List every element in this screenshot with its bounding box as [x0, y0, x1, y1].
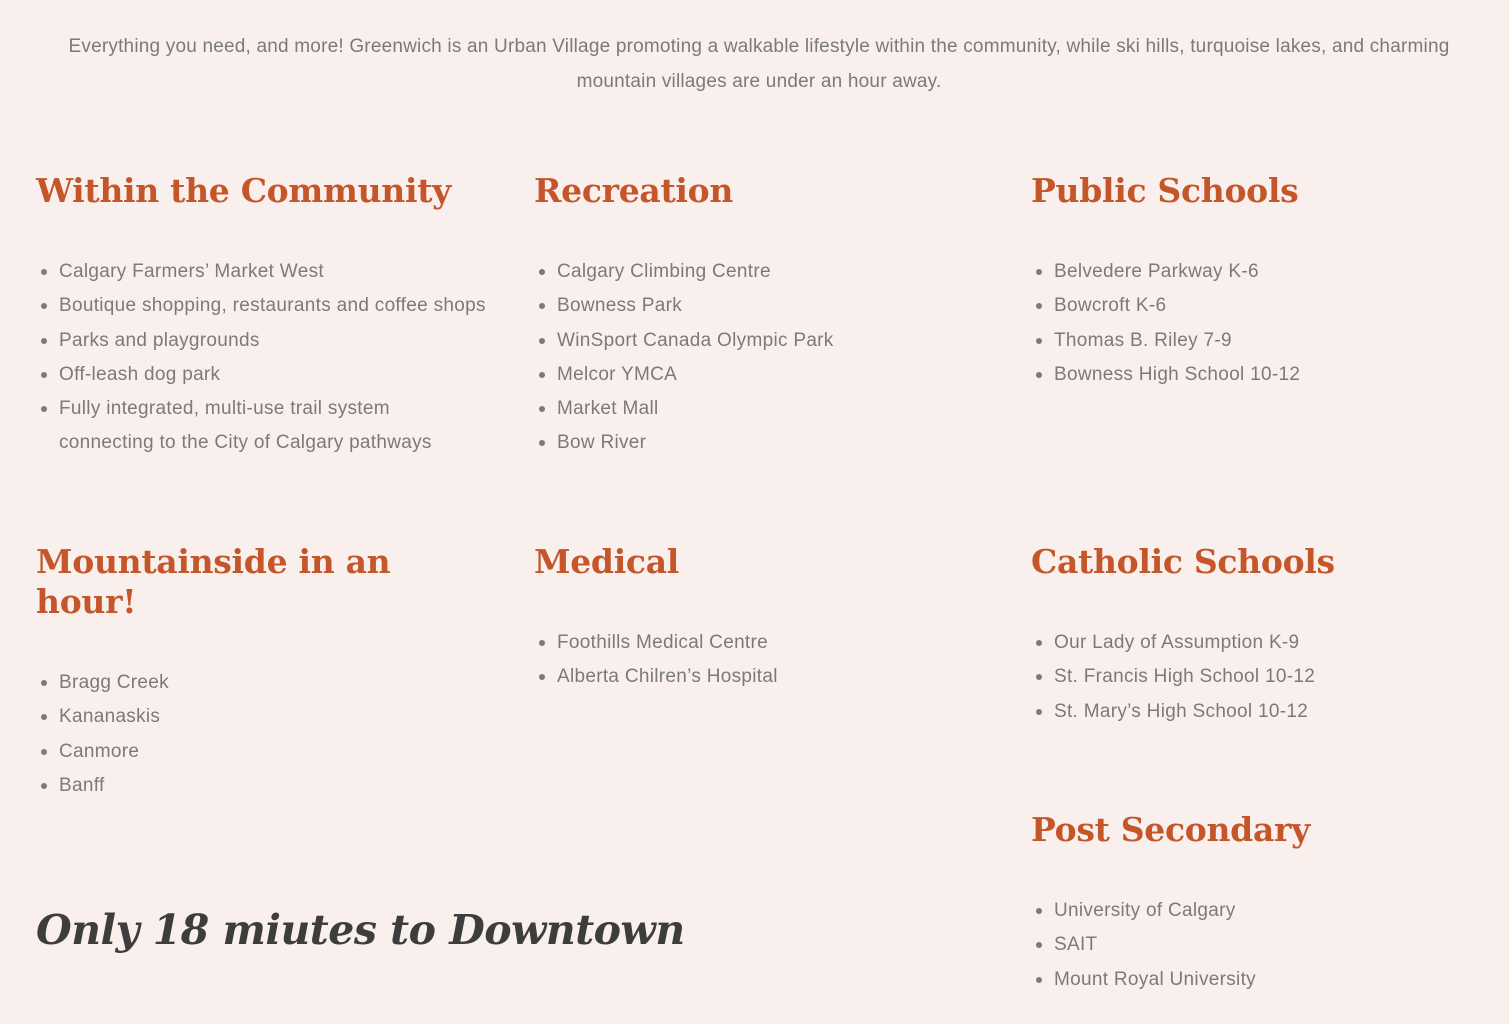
amenity-list	[36, 255, 486, 461]
list-item: Market Mall	[534, 392, 984, 426]
section-title: Catholic Schools	[1031, 542, 1335, 581]
intro-paragraph: Everything you need, and more! Greenwich is an Urban Village promoting a walkable lifestyle within the community, while ski hills, turquoise lakes, and charming mountain villages are under an hour away.	[68, 36, 1450, 92]
section-title: Medical	[534, 542, 680, 581]
list-item: Mount Royal University	[1031, 963, 1481, 997]
section-medical	[534, 542, 984, 695]
list-item: Kananaskis	[36, 700, 486, 734]
list-item: St. Francis High School 10-12	[1031, 660, 1481, 694]
list-item: Calgary Climbing Centre	[534, 255, 984, 289]
list-item: University of Calgary	[1031, 894, 1481, 928]
list-item: St. Mary’s High School 10-12	[1031, 695, 1481, 729]
list-item: Banff	[36, 769, 486, 803]
section-within-community	[36, 171, 486, 461]
list-item: Melcor YMCA	[534, 358, 984, 392]
section-title: Within the Community	[36, 171, 452, 210]
list-item: Bowness High School 10-12	[1031, 358, 1481, 392]
list-item: Parks and playgrounds	[36, 324, 486, 358]
list-item: Bowcroft K-6	[1031, 289, 1481, 323]
section-recreation	[534, 171, 984, 461]
amenity-list	[1031, 626, 1481, 729]
amenity-list	[1031, 894, 1481, 997]
list-item: Alberta Chilren’s Hospital	[534, 660, 984, 694]
list-item: Our Lady of Assumption K-9	[1031, 626, 1481, 660]
list-item: Boutique shopping, restaurants and coffee shops	[36, 289, 486, 323]
amenity-list	[1031, 255, 1481, 392]
section-title: Recreation	[534, 171, 734, 210]
section-catholic-schools	[1031, 542, 1481, 729]
amenity-list	[534, 626, 984, 695]
downtown-tagline: Only 18 miutes to Downtown	[36, 906, 685, 954]
list-item: Off-leash dog park	[36, 358, 486, 392]
section-mountainside	[36, 542, 486, 803]
list-item: Canmore	[36, 735, 486, 769]
list-item: Belvedere Parkway K-6	[1031, 255, 1481, 289]
list-item: Bragg Creek	[36, 666, 486, 700]
list-item: Calgary Farmers’ Market West	[36, 255, 486, 289]
list-item: Fully integrated, multi-use trail system connecting to the City of Calgary pathways	[36, 392, 486, 461]
section-title: Post Secondary	[1031, 810, 1310, 849]
list-item: Bow River	[534, 426, 984, 460]
amenity-list	[534, 255, 984, 461]
section-title: Public Schools	[1031, 171, 1299, 210]
amenity-list	[36, 666, 486, 803]
list-item: WinSport Canada Olympic Park	[534, 324, 984, 358]
list-item: Thomas B. Riley 7-9	[1031, 324, 1481, 358]
section-public-schools	[1031, 171, 1481, 392]
section-title: Mountainside in an hour!	[36, 542, 391, 621]
list-item: Bowness Park	[534, 289, 984, 323]
section-post-secondary	[1031, 810, 1481, 997]
list-item: SAIT	[1031, 928, 1481, 962]
list-item: Foothills Medical Centre	[534, 626, 984, 660]
